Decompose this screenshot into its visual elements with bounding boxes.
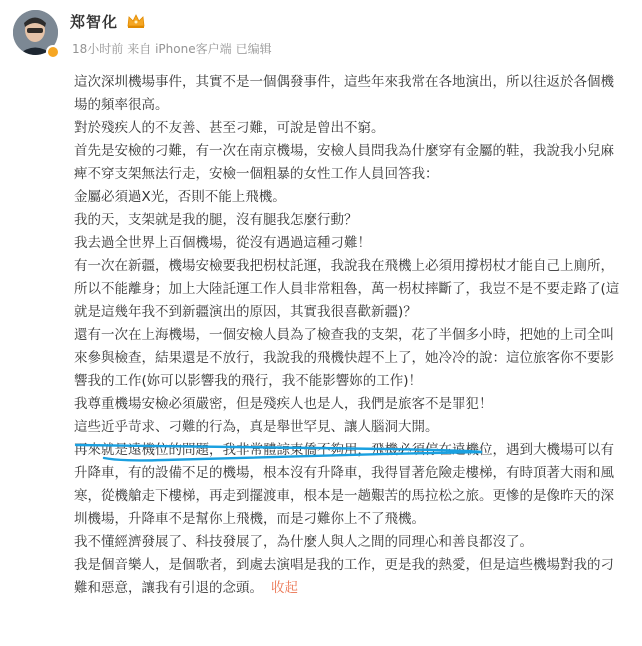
post-paragraph: 有一次在新疆，機場安檢要我把枴杖託運，我說我在飛機上必須用撐枴杖才能自己上廁所，所以不能離身；加上大陸託運工作人員非常粗魯，萬一枴杖摔斷了，我豈不是不要走路了(這就是這幾年我不到新疆演出的原因，其實我很喜歡新疆)？ — [74, 258, 620, 320]
post-paragraph: 我不懂經濟發展了、科技發展了，為什麼人與人之間的同理心和善良都沒了。 — [74, 534, 533, 550]
post-header — [0, 0, 642, 66]
post-source: 来自 iPhone客户端 — [127, 42, 232, 56]
post-paragraph: 我去過全世界上百個機場，從沒有遇過這種刁難！ — [74, 235, 371, 251]
post-paragraph: 我尊重機場安檢必須嚴密，但是殘疾人也是人，我們是旅客不是罪犯！ — [74, 396, 493, 412]
post-body — [74, 71, 624, 600]
post-paragraph: 金屬必須過X光，否則不能上飛機。 — [74, 189, 286, 205]
verified-badge-icon — [46, 45, 60, 59]
post-paragraph: 我的天，支架就是我的腿，沒有腿我怎麼行動？ — [74, 212, 358, 228]
crown-icon — [126, 13, 146, 29]
post-paragraph: 對於殘疾人的不友善、甚至刁難，可說是曾出不窮。 — [74, 120, 385, 136]
collapse-link[interactable]: 收起 — [271, 580, 298, 596]
post-paragraph-text: 我是個音樂人，是個歌者，到處去演唱是我的工作，更是我的熱愛，但是這些機場對我的刁難和惡意，讓我有引退的念頭。 — [74, 557, 614, 596]
author-name[interactable]: 郑智化 — [70, 13, 119, 31]
highlighted-paragraph: 這些近乎苛求、刁難的行為，真是舉世罕見、讓人腦洞大開。 — [74, 419, 439, 435]
post-meta — [72, 40, 272, 57]
edited-label[interactable]: 已编辑 — [235, 42, 272, 56]
post-paragraph: 還有一次在上海機場，一個安檢人員為了檢查我的支架，花了半個多小時，把她的上司全叫來參與檢查，結果還是不放行，我說我的飛機快趕不上了，她冷冷的說：這位旅客你不要影響我的工作(妳可以影響我的飛行，我不能影響妳的工作)！ — [74, 327, 614, 389]
post-time[interactable]: 18小时前 — [72, 42, 124, 56]
post-paragraph — [74, 554, 624, 600]
post-paragraph: 再來就是遠機位的問題，我非常體諒東僑不夠用，飛機必須停在遠機位，遇到大機場可以有升降車，有的設備不足的機場，根本沒有升降車，我得冒著危險走樓梯，有時頂著大雨和風寒，從機艙走下樓梯，再走到擺渡車，根本是一趟艱苦的馬拉松之旅。更慘的是像昨天的深圳機場，升降車不是幫你上飛機，而是刁難你上不了飛機。 — [74, 442, 614, 527]
post-paragraph: 首先是安檢的刁難，有一次在南京機場，安檢人員問我為什麼穿有金屬的鞋，我說我小兒麻痺不穿支架無法行走，安檢一個粗暴的女性工作人員回答我： — [74, 143, 614, 182]
post-paragraph: 這次深圳機場事件，其實不是一個偶發事件，這些年來我常在各地演出，所以往返於各個機場的頻率很高。 — [74, 74, 614, 113]
